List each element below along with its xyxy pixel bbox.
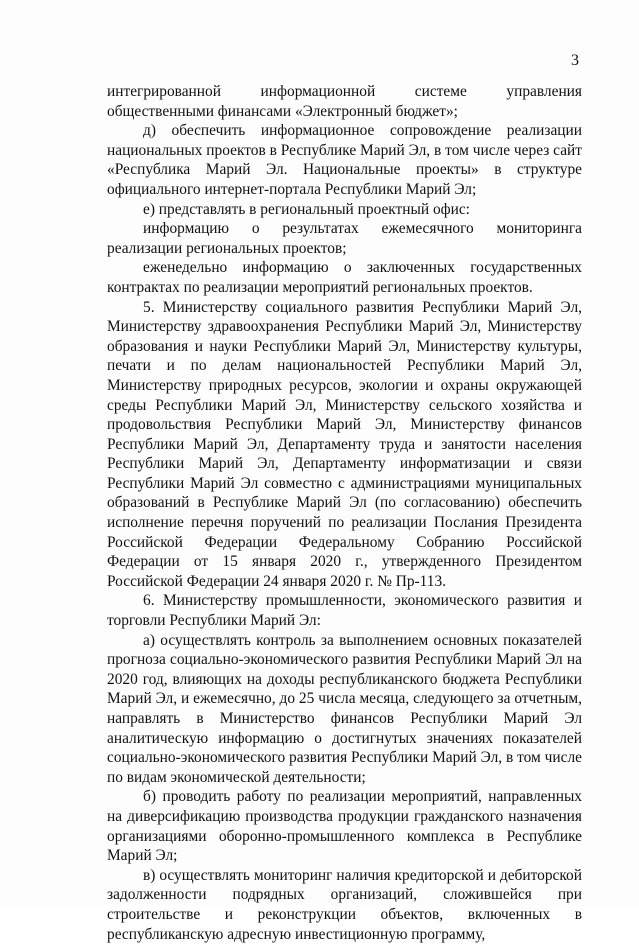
paragraph-section-5: 5. Министерству социального развития Республики Марий Эл, Министерству здравоохранения Республики Марий Эл, Министерству образования и науки Республики Марий Эл, Министерству культуры, печати и по делам национальностей Республики Марий Эл, Министерству природных ресурсов, экологии и охраны окружающей среды Республики Марий Эл, Министерству сельского хозяйства и продовольствия Республики Марий Эл, Министерству финансов Республики Марий Эл, Департаменту труда и занятости населения Республики Марий Эл, Департаменту информатизации и связи Республики Марий Эл совместно с администрациями муниципальных образований в Республике Марий Эл (по согласованию) обеспечить исполнение перечня поручений по реализации Послания Президента Российской Федерации Федеральному Собранию Российской Федерации от 15 января 2020 г., утвержденного Президентом Российской Федерации 24 января 2020 г. № Пр-113. <box>107 298 582 590</box>
paragraph-item-d: д) обеспечить информационное сопровождение реализации национальных проектов в Республике Марий Эл, в том числе через сайт «Республика Марий Эл. Национальные проекты» в структуре официального интернет-портала Республики Марий Эл; <box>107 122 582 198</box>
document-body <box>107 82 582 944</box>
paragraph-item-b: б) проводить работу по реализации мероприятий, направленных на диверсификацию производства продукции гражданского назначения организациями оборонно-промышленного комплекса в Республике Марий Эл; <box>107 788 582 865</box>
paragraph-item-e: е) представлять в региональный проектный офис: <box>143 200 470 218</box>
paragraph-item-v: в) осуществлять мониторинг наличия кредиторской и дебиторской задолженности подрядных организаций, сложившейся при строительстве и реконструкции объектов, включенных в республиканскую адресную инвестиционную программу, <box>107 866 582 943</box>
page-number: 3 <box>571 52 579 69</box>
paragraph-item-a: а) осуществлять контроль за выполнением основных показателей прогноза социально-экономического развития Республики Марий Эл на 2020 год, влияющих на доходы республиканского бюджета Республики Марий Эл, и ежемесячно, до 25 числа месяца, следующего за отчетным, направлять в Министерство финансов Республики Марий Эл аналитическую информацию о достигнутых значениях показателей социально-экономического развития Республики Марий Эл, в том числе по видам экономической деятельности; <box>107 631 582 786</box>
paragraph-monthly-monitoring: информацию о результатах ежемесячного мониторинга реализации региональных проектов; <box>107 220 582 257</box>
paragraph-section-6: 6. Министерству промышленности, экономического развития и торговли Республики Марий Эл: <box>107 592 582 630</box>
paragraph-continuation: интегрированной информационной системе управления общественными финансами «Электронный бюджет»; <box>107 83 582 120</box>
paragraph-weekly-contracts: еженедельно информацию о заключенных государственных контрактах по реализации мероприятий региональных проектов. <box>107 259 582 296</box>
